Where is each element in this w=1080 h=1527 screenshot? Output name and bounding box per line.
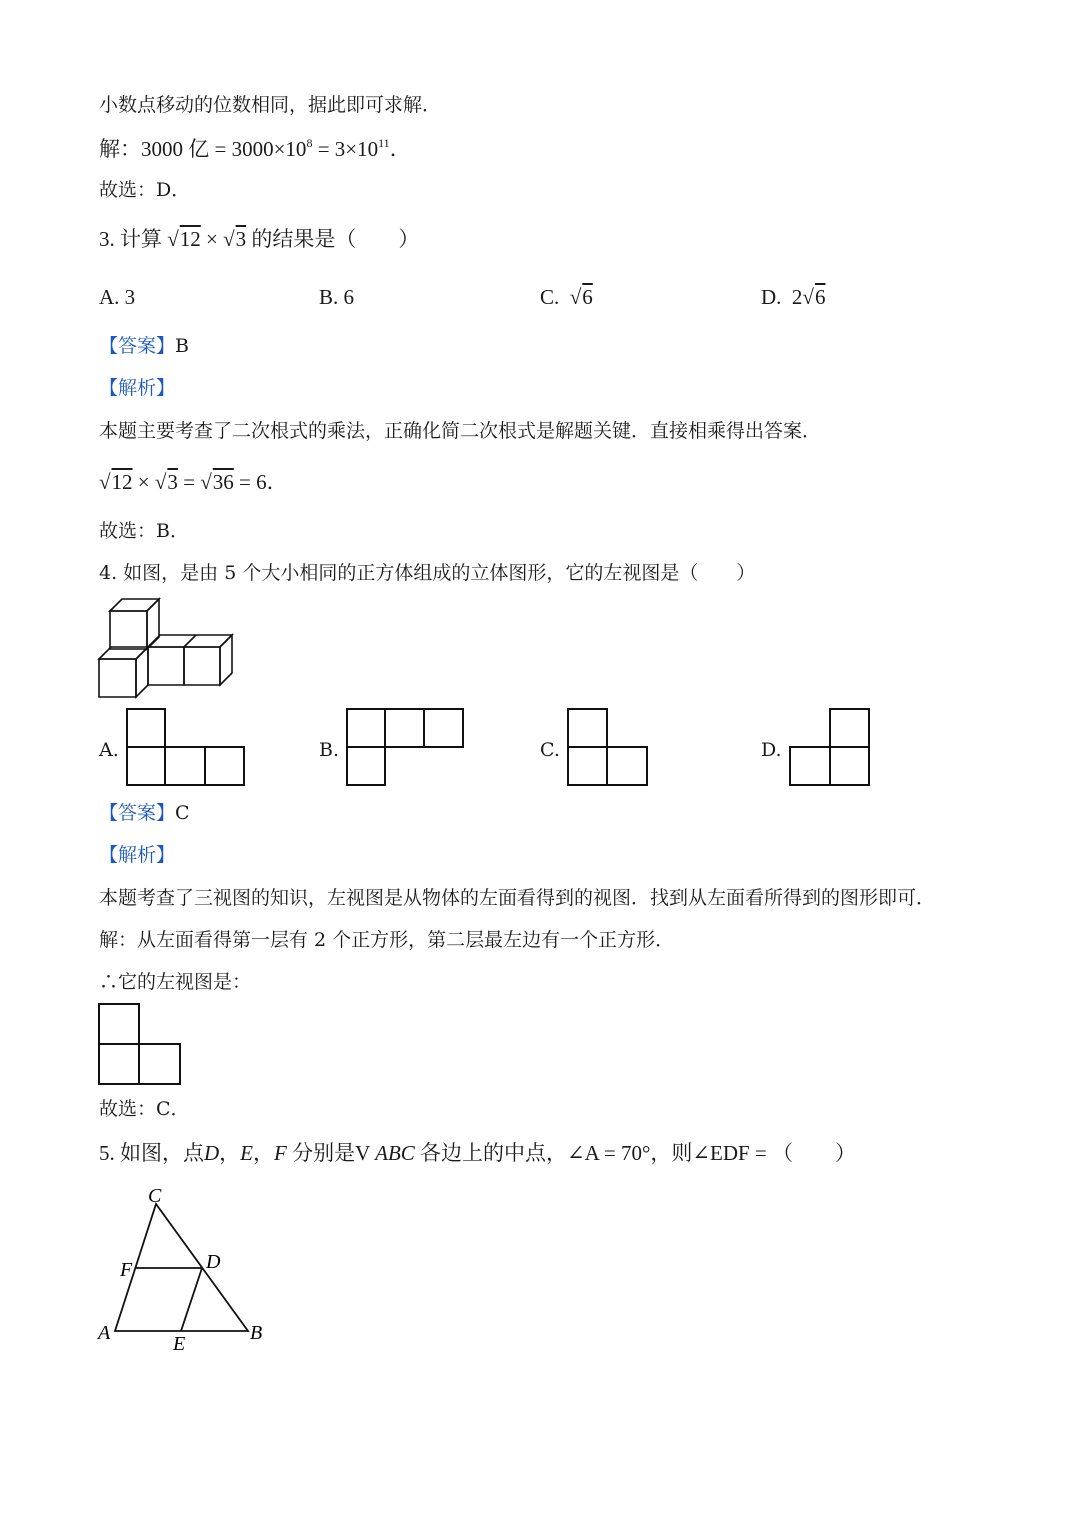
q5-point-f: F [274, 1141, 287, 1165]
q5-rest: 各边上的中点， [420, 1141, 568, 1165]
solution-exp1: 8 [306, 136, 313, 150]
q3-option-d-label: D. [761, 285, 782, 309]
q3-option-b: B. 6 [319, 285, 355, 309]
label-f: F [120, 1259, 133, 1281]
q5-point-d: D [204, 1141, 220, 1165]
q5-mid: 分别是 [292, 1141, 356, 1165]
q4-option-d-label: D. [761, 739, 782, 761]
solution-num: 3000 [141, 137, 183, 161]
q3-radicand-2: 3 [235, 227, 247, 251]
q3-calc-op: × [132, 470, 155, 494]
q5-sep2: ， [253, 1141, 274, 1165]
q3-calc-eq: = [177, 470, 201, 494]
solution-end: ． [389, 137, 411, 161]
label-c: C [148, 1185, 162, 1207]
q5-stem-a: 5. 如图，点 [99, 1141, 204, 1165]
q3-option-c-label: C. [540, 285, 560, 309]
q5-point-e: E [240, 1141, 253, 1165]
q4-solution: 解：从左面看得第一层有 2 个正方形，第二层最左边有一个正方形． [99, 929, 675, 951]
q3-choose: 故选：B． [99, 520, 189, 542]
q3-option-c: C. √6 [540, 285, 593, 309]
q5-angle-a: ∠A = 70° [567, 1141, 651, 1165]
question-4-stem: 4. 如图，是由 5 个大小相同的正方体组成的立体图形，它的左视图是（ ） [99, 562, 756, 584]
choose-q2: 故选：D． [99, 179, 191, 201]
q4-option-c-label: C. [540, 739, 560, 761]
answer-tag: 【答案】 [99, 335, 176, 357]
answer-value: B [175, 335, 189, 357]
label-b: B [250, 1322, 263, 1344]
q3-calc-r1: 12 [111, 470, 133, 494]
q3-calc-end: ． [266, 470, 288, 494]
q3-option-d-coef: 2 [791, 285, 803, 309]
solution-prefix: 解： [99, 137, 141, 161]
q3-analysis: 本题主要考查了二次根式的乘法，正确化简二次根式是解题关键．直接相乘得出答案． [99, 420, 822, 442]
q3-calc-r2: 3 [167, 470, 178, 494]
label-d: D [206, 1251, 221, 1273]
q5-paren: （ ） [772, 1141, 857, 1165]
q4-therefore: ∴它的左视图是： [99, 971, 252, 993]
answer-value: C [175, 802, 190, 824]
q3-option-a: A. 3 [99, 285, 136, 309]
q3-option-d-radicand: 6 [814, 285, 826, 309]
q3-calc-r3: 36 [212, 470, 234, 494]
q3-times: × [206, 227, 218, 251]
intro-line: 小数点移动的位数相同，据此即可求解． [99, 94, 442, 116]
q5-then: ，则 [650, 1141, 693, 1165]
q4-choose: 故选：C． [99, 1098, 190, 1120]
q3-stem-prefix: 3. 计算 [99, 227, 162, 251]
label-e: E [173, 1333, 186, 1355]
question-3-stem: 3. 计算 √12 × √3 的结果是（ ） [99, 227, 420, 251]
q5-angle-edf: ∠EDF = [692, 1141, 773, 1165]
label-a: A [98, 1322, 111, 1344]
q4-analysis-tag: 【解析】 [99, 844, 176, 866]
q3-calculation: √12 × √3 = √36 = 6． [99, 470, 288, 494]
q3-calc-res: = 6 [233, 470, 267, 494]
q3-radicand-1: 12 [179, 227, 201, 251]
solution-exp2: 11 [378, 136, 390, 150]
q5-triangle-symbol: V [355, 1141, 370, 1165]
solution-eq2: = 3×10 [312, 137, 379, 161]
q4-option-b-label: B. [319, 739, 340, 761]
solution-eq1: = 3000×10 [209, 137, 307, 161]
solution-unit: 亿 [188, 137, 210, 161]
q3-option-c-radicand: 6 [582, 285, 593, 309]
answer-tag: 【答案】 [99, 802, 176, 824]
q3-analysis-tag: 【解析】 [99, 377, 176, 399]
q5-sep1: ， [219, 1141, 241, 1165]
q4-analysis: 本题考查了三视图的知识，左视图是从物体的左面看得到的视图．找到从左面看所得到的图形即可． [99, 887, 936, 909]
q5-abc: ABC [375, 1141, 415, 1165]
q3-stem-suffix: 的结果是（ ） [251, 227, 420, 251]
q4-option-a-label: A. [99, 739, 119, 761]
q3-option-d: D. 2√6 [761, 285, 826, 309]
